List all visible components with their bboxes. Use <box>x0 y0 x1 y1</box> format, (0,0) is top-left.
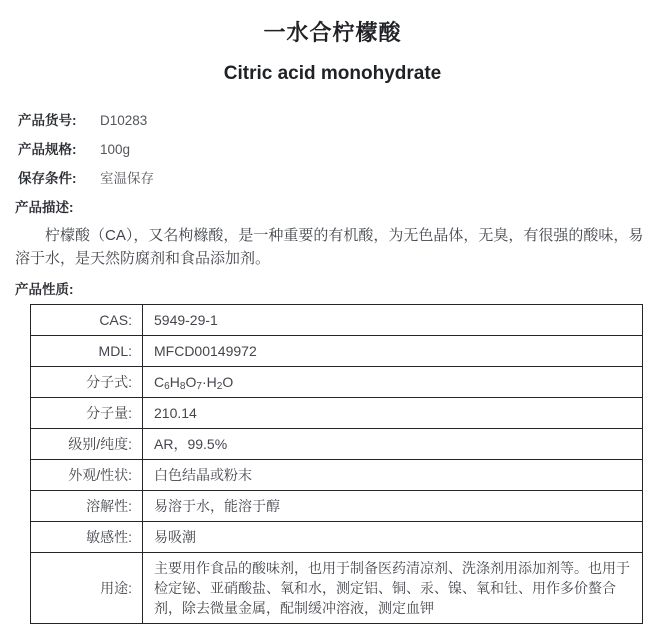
product-info-list <box>18 111 665 188</box>
table-row-solubility <box>31 491 643 522</box>
info-label: 产品货号: <box>18 113 77 128</box>
property-value-cell: 210.14 <box>143 398 643 429</box>
property-value-cell: 白色结晶或粉末 <box>143 460 643 491</box>
description-label: 产品描述: <box>15 200 74 215</box>
property-label-cell: 敏感性: <box>31 522 143 553</box>
property-value-cell: AR，99.5% <box>143 429 643 460</box>
property-label-cell: 分子式: <box>31 367 143 398</box>
property-label-cell: MDL: <box>31 336 143 367</box>
table-row-appearance <box>31 460 643 491</box>
info-label: 保存条件: <box>18 171 77 186</box>
info-value: D10283 <box>100 113 148 128</box>
property-label-cell: 外观/性状: <box>31 460 143 491</box>
property-label-cell: 用途: <box>31 553 143 624</box>
page-title-zh: 一水合柠檬酸 <box>263 20 402 45</box>
table-row-molecular-weight <box>31 398 643 429</box>
info-row-storage-condition <box>18 169 665 188</box>
property-value-cell: 主要用作食品的酸味剂，也用于制备医药清凉剂、洗涤剂用添加剂等。也用于检定铋、亚硝酸盐、氧和水，测定铝、铜、汞、镍、氧和钍、用作多价螯合剂，除去微量金属，配制缓冲溶液，测定血钾 <box>143 553 643 624</box>
info-value: 100g <box>100 142 131 157</box>
table-row-grade-purity <box>31 429 643 460</box>
property-value-cell: 5949-29-1 <box>143 305 643 336</box>
table-row-sensitivity <box>31 522 643 553</box>
property-value-cell: 易吸潮 <box>143 522 643 553</box>
property-label-cell: 分子量: <box>31 398 143 429</box>
page-title-en: Citric acid monohydrate <box>223 63 442 84</box>
table-row-uses <box>31 553 643 624</box>
properties-table <box>30 304 643 624</box>
info-row-catalog-number <box>18 111 665 130</box>
property-value-cell: 易溶于水，能溶于醇 <box>143 491 643 522</box>
table-row-molecular-formula <box>31 367 643 398</box>
property-label-cell: CAS: <box>31 305 143 336</box>
property-value-cell: $C_6H_8O_7\cdot H_2O$ <box>143 367 643 398</box>
property-label-cell: 级别/纯度: <box>31 429 143 460</box>
info-label: 产品规格: <box>18 142 77 157</box>
description-text: 柠檬酸（CA），又名枸橼酸，是一种重要的有机酸，为无色晶体，无臭，有很强的酸味，易溶于水，是天然防腐剂和食品添加剂。 <box>15 227 644 267</box>
table-row-cas <box>31 305 643 336</box>
property-label-cell: 溶解性: <box>31 491 143 522</box>
info-row-specification <box>18 140 665 159</box>
properties-label: 产品性质: <box>15 282 74 297</box>
property-value-cell: MFCD00149972 <box>143 336 643 367</box>
table-row-mdl <box>31 336 643 367</box>
info-value: 室温保存 <box>100 171 154 186</box>
